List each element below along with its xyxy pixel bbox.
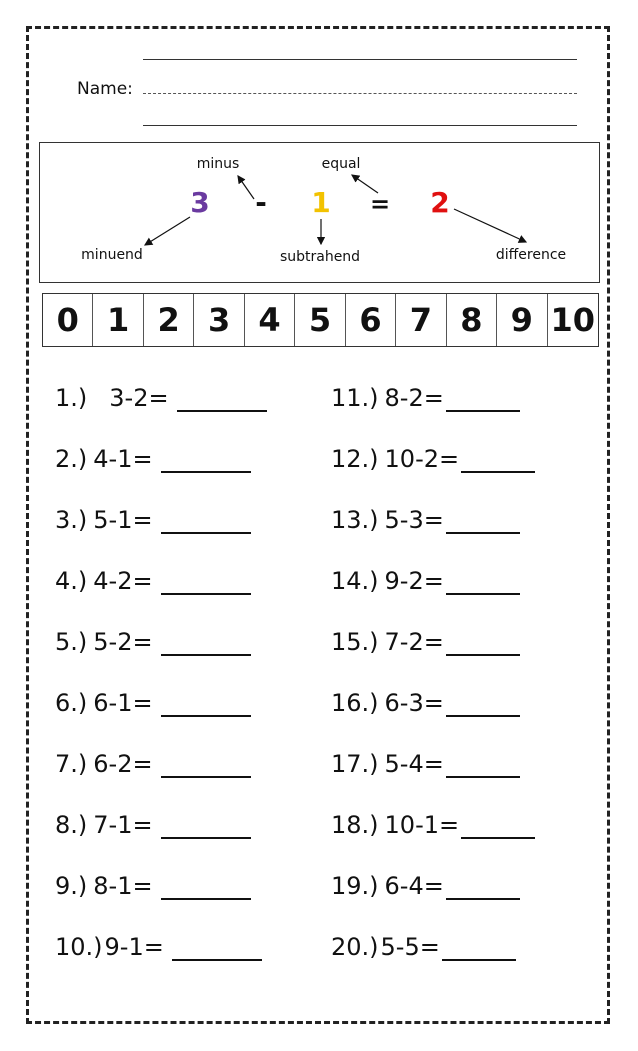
answer-blank[interactable] — [161, 508, 251, 534]
legend-label-minuend: minuend — [81, 247, 143, 263]
number-line — [42, 293, 599, 347]
legend-minus-sign: - — [255, 186, 267, 219]
number-cell: 2 — [144, 294, 194, 346]
problem-row — [29, 689, 607, 729]
worksheet — [26, 26, 610, 1024]
problem-18: 18.) 10-1= — [331, 811, 535, 839]
number-cell: 10 — [550, 301, 596, 339]
legend-label-difference: difference — [495, 247, 567, 263]
answer-blank[interactable] — [172, 935, 262, 961]
name-label: Name: — [77, 79, 133, 99]
legend-label-minus: minus — [196, 156, 240, 172]
answer-blank[interactable] — [442, 935, 516, 961]
number-cell: 7 — [396, 294, 446, 346]
answer-blank[interactable] — [161, 813, 251, 839]
arrow-minuend — [145, 217, 190, 245]
problem-row — [29, 933, 607, 973]
answer-blank[interactable] — [161, 630, 251, 656]
legend-label-equal: equal — [321, 156, 361, 172]
answer-blank[interactable] — [446, 752, 520, 778]
answer-blank[interactable] — [446, 691, 520, 717]
name-section — [29, 29, 607, 149]
problem-3: 3.) 5-1= — [55, 506, 251, 534]
legend-difference-value: 2 — [430, 186, 450, 219]
legend-subtrahend-value: 1 — [311, 186, 331, 219]
number-cell: 4 — [245, 294, 295, 346]
problem-7: 7.) 6-2= — [55, 750, 251, 778]
answer-blank[interactable] — [446, 569, 520, 595]
problem-16: 16.) 6-3= — [331, 689, 520, 717]
legend-equal-sign: = — [369, 190, 391, 218]
problem-2: 2.) 4-1= — [55, 445, 251, 473]
problem-row — [29, 811, 607, 851]
problem-1: 1.) 3-2= — [55, 384, 267, 412]
problem-row — [29, 567, 607, 607]
problem-5: 5.) 5-2= — [55, 628, 251, 656]
problem-14: 14.) 9-2= — [331, 567, 520, 595]
answer-blank[interactable] — [161, 691, 251, 717]
number-cell: 1 — [93, 294, 143, 346]
problem-row — [29, 445, 607, 485]
arrow-difference — [454, 209, 526, 242]
legend-minuend-value: 3 — [190, 186, 210, 219]
problem-row — [29, 872, 607, 912]
problem-row — [29, 506, 607, 546]
problem-9: 9.) 8-1= — [55, 872, 251, 900]
legend-diagram — [40, 143, 601, 284]
answer-blank[interactable] — [177, 386, 267, 412]
problem-10: 10.) 9-1= — [55, 933, 262, 961]
problem-19: 19.) 6-4= — [331, 872, 520, 900]
answer-blank[interactable] — [161, 752, 251, 778]
problem-row — [29, 628, 607, 668]
number-cell: 0 — [43, 294, 93, 346]
problem-17: 17.) 5-4= — [331, 750, 520, 778]
problem-4: 4.) 4-2= — [55, 567, 251, 595]
arrow-minus — [238, 176, 254, 199]
answer-blank[interactable] — [161, 447, 251, 473]
problem-12: 12.) 10-2= — [331, 445, 535, 473]
subtraction-legend — [39, 142, 600, 283]
number-cell: 3 — [194, 294, 244, 346]
problem-15: 15.) 7-2= — [331, 628, 520, 656]
answer-blank[interactable] — [161, 874, 251, 900]
problem-11: 11.) 8-2= — [331, 384, 520, 412]
answer-blank[interactable] — [446, 630, 520, 656]
problem-20: 20.) 5-5= — [331, 933, 516, 961]
answer-blank[interactable] — [161, 569, 251, 595]
problem-row — [29, 384, 607, 424]
answer-blank[interactable] — [446, 508, 520, 534]
answer-blank[interactable] — [446, 874, 520, 900]
problem-8: 8.) 7-1= — [55, 811, 251, 839]
legend-label-subtrahend: subtrahend — [279, 249, 361, 265]
problem-row — [29, 750, 607, 790]
name-line-top — [143, 59, 577, 60]
answer-blank[interactable] — [461, 813, 535, 839]
arrow-equal — [352, 175, 378, 193]
name-field[interactable] — [143, 93, 577, 94]
problem-6: 6.) 6-1= — [55, 689, 251, 717]
answer-blank[interactable] — [446, 386, 520, 412]
number-cell: 9 — [497, 294, 547, 346]
answer-blank[interactable] — [461, 447, 535, 473]
number-cell: 8 — [447, 294, 497, 346]
number-cell: 5 — [295, 294, 345, 346]
name-line-bottom — [143, 125, 577, 126]
problem-13: 13.) 5-3= — [331, 506, 520, 534]
number-cell: 6 — [346, 294, 396, 346]
